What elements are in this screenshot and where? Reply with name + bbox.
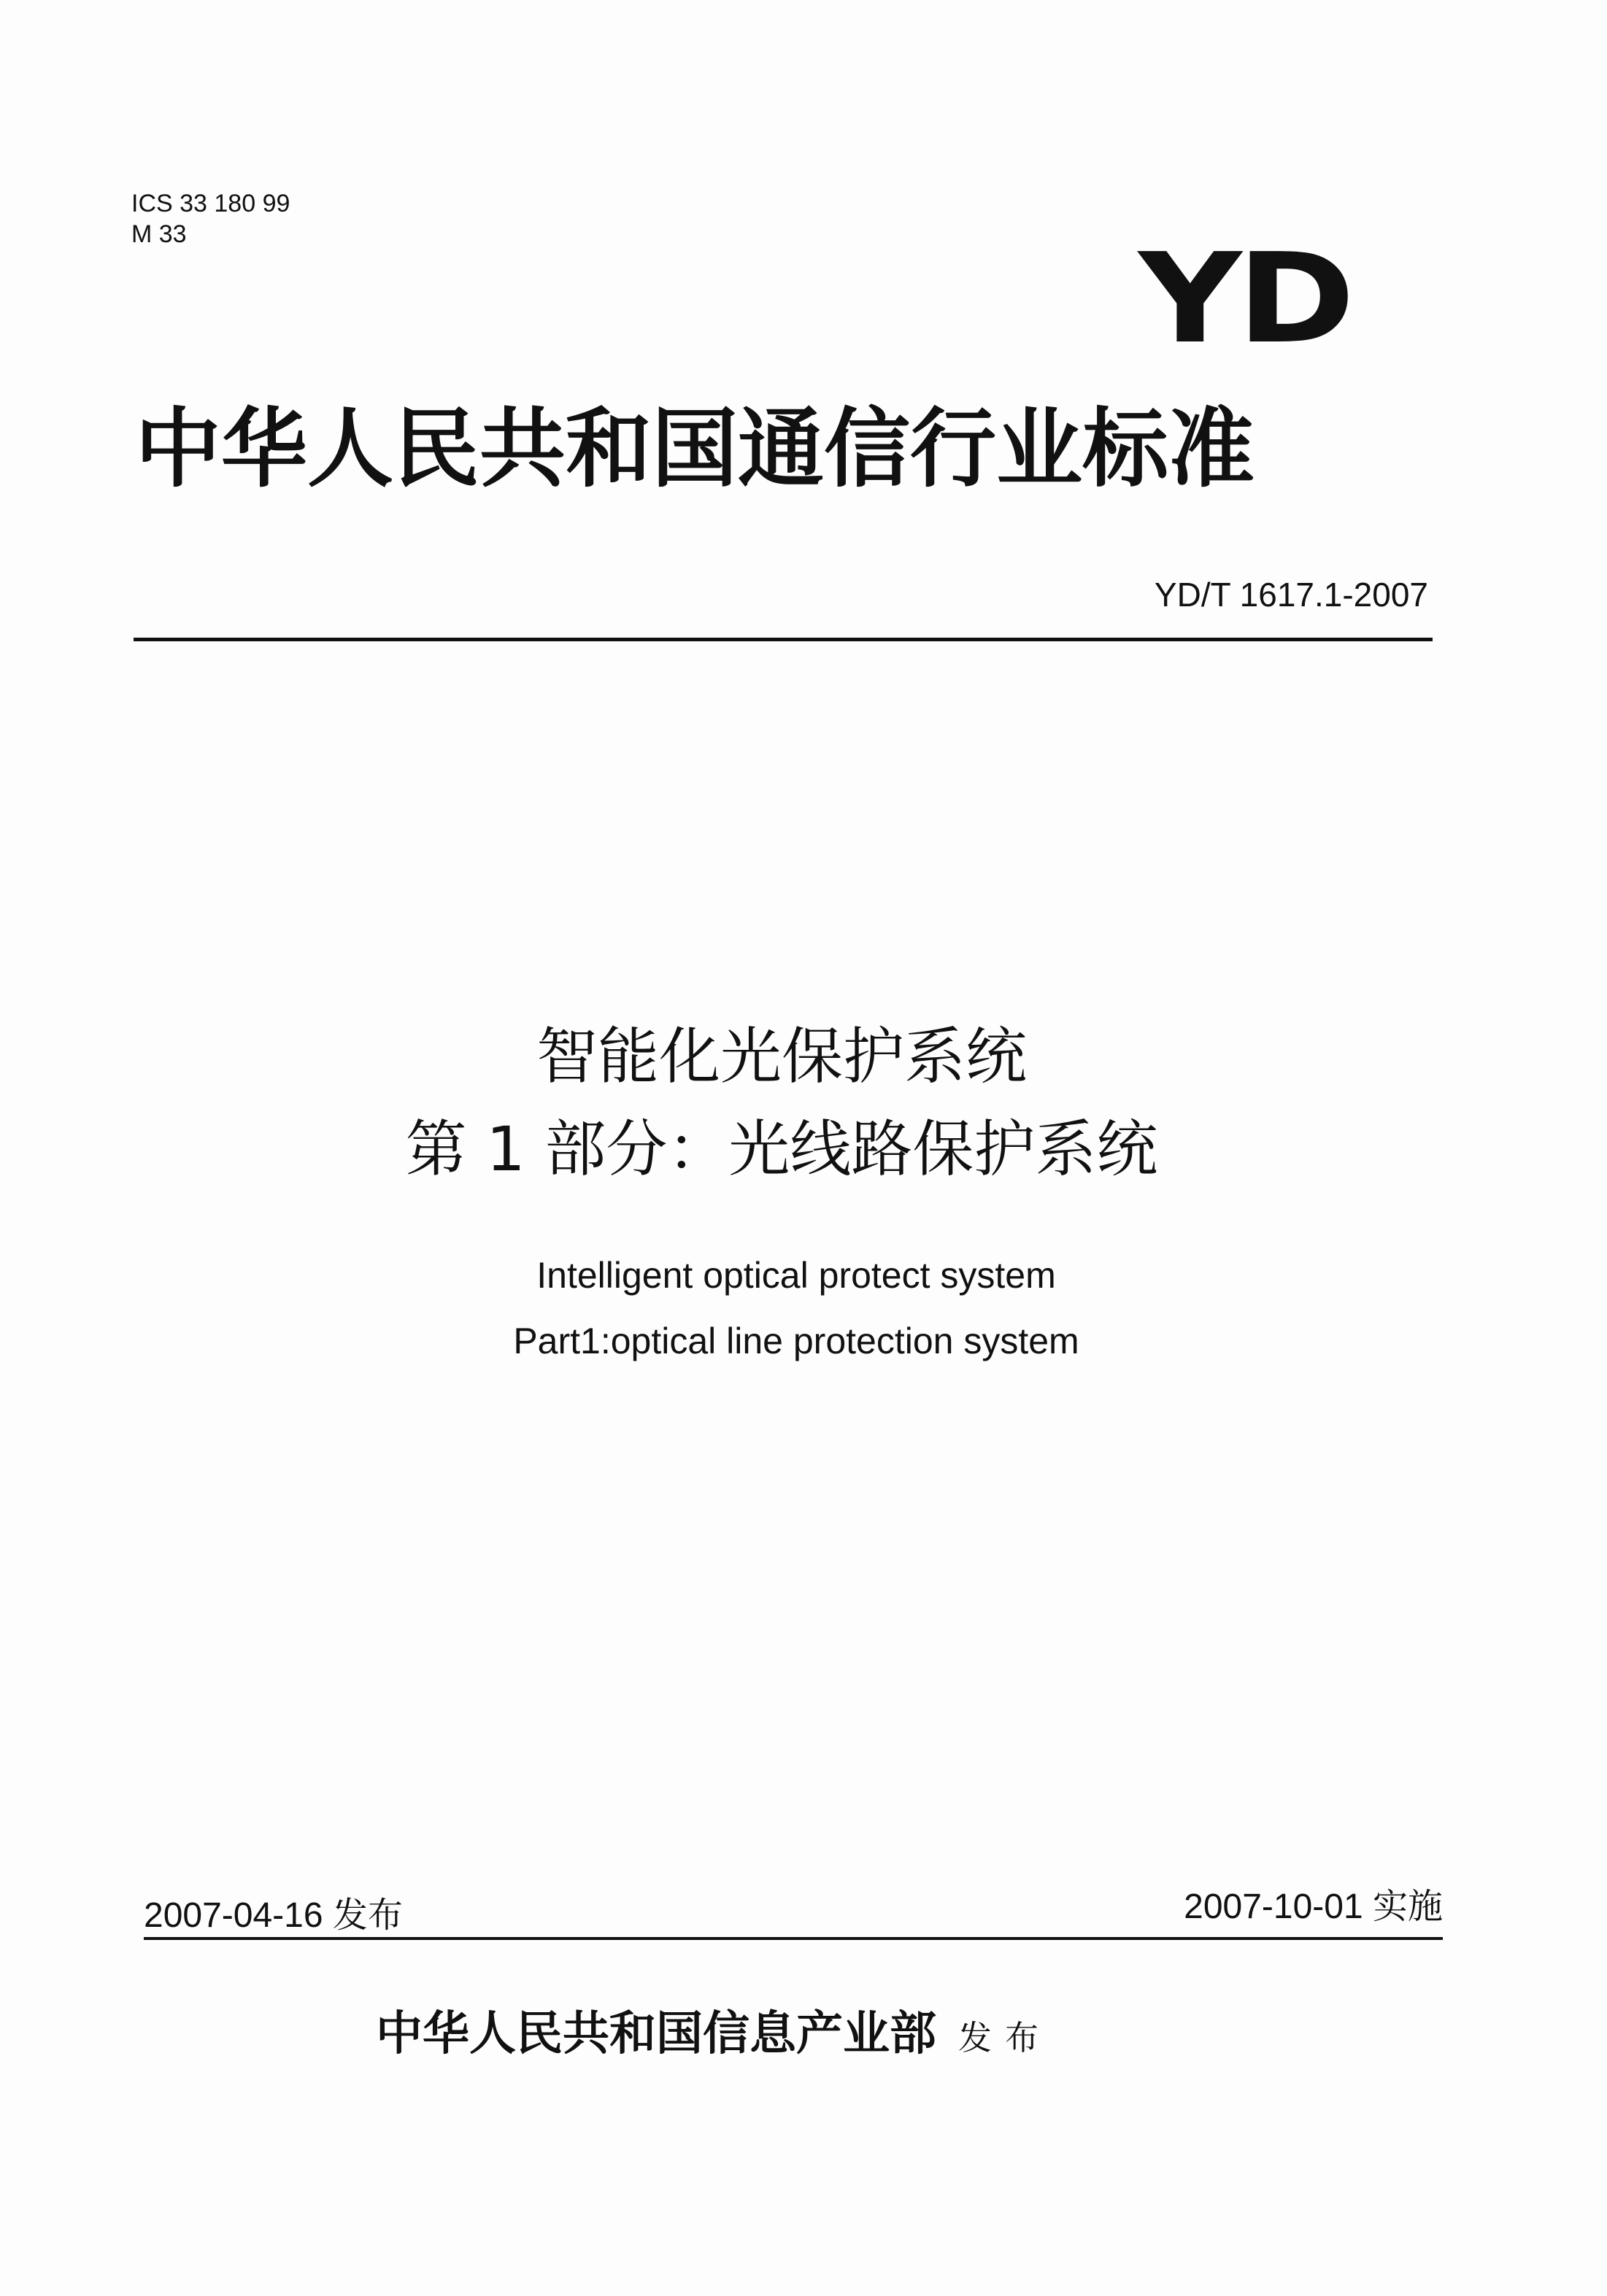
chinese-title-line1: 智能化光保护系统: [536, 1021, 1027, 1092]
chinese-title-line2: 第 1 部分：光线路保护系统: [405, 1113, 1158, 1185]
category-code: M 33: [131, 220, 187, 248]
bottom-divider: [144, 1937, 1443, 1940]
ics-code: ICS 33 180 99: [131, 190, 290, 217]
top-divider: [134, 638, 1433, 641]
standard-title: 中华人民共和国通信行业标准: [135, 398, 1255, 499]
standard-number: YD/T 1617.1-2007: [1154, 576, 1428, 614]
publisher-verb: 发布: [958, 2018, 1052, 2057]
publisher-line: [376, 2005, 1052, 2067]
issue-date: 2007-04-16 发布: [144, 1896, 403, 1935]
english-title-line2: Part1:optical line protection system: [513, 1321, 1079, 1361]
english-title-line1: Intelligent optical protect system: [536, 1255, 1056, 1296]
yd-logo: YD: [1138, 227, 1351, 371]
effective-date: 2007-10-01 实施: [1184, 1887, 1443, 1926]
classification-codes: [131, 188, 290, 250]
publisher-name: 中华人民共和国信息产业部: [376, 2006, 936, 2061]
